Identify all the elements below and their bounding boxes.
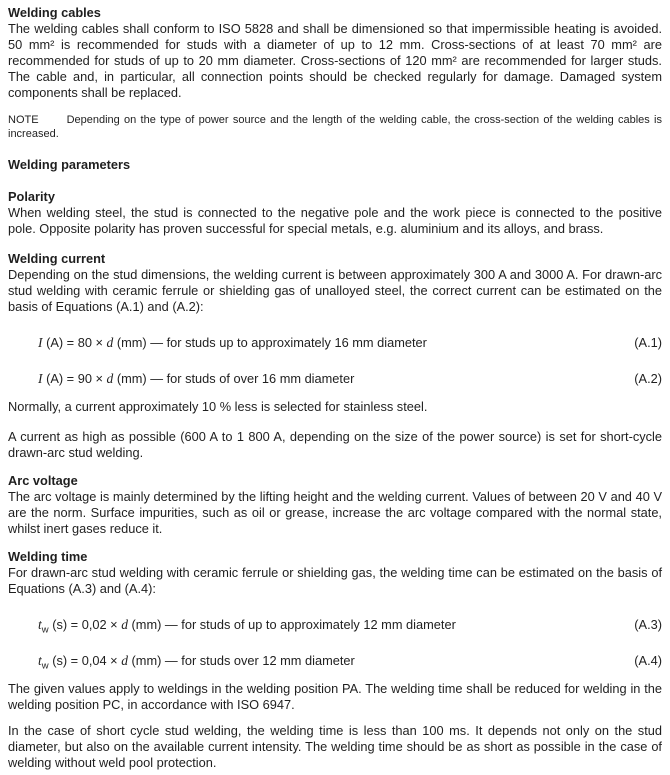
math-subscript-weld: w (41, 624, 49, 636)
paragraph-polarity: When welding steel, the stud is connected to the negative pole and the work piece is connected to the positive pole. Opposite polarity has proven successful for special metals, e.g. aluminium and its alloys, and brass. (8, 205, 662, 236)
paragraph-welding-current-intro: Depending on the stud dimensions, the welding current is between approximately 300 A and 3000 A. For drawn-arc stud welding with ceramic ferrule or shielding gas of unalloyed steel, the correct current can be estimated on the basis of Equations (A.1) and (A.2): (8, 267, 662, 314)
paragraph-welding-time-intro: For drawn-arc stud welding with ceramic ferrule or shielding gas, the welding time can be estimated on the basis of Equations (A.3) and (A.4): (8, 565, 662, 596)
equation-description: (mm) — for studs up to approximately 16 mm diameter (116, 335, 427, 350)
equation-a3 (8, 617, 662, 636)
math-variable-diameter: d (106, 371, 114, 386)
section-welding-current (8, 251, 662, 315)
section-welding-cables (8, 5, 662, 101)
heading-polarity: Polarity (8, 189, 55, 204)
paragraph-short-cycle-time: In the case of short cycle stud welding, the welding time is less than 100 ms. It depends not only on the stud diameter, but also on the available current intensity. The welding time should be as short as possible in the case of welding without weld pool protection. (8, 723, 662, 770)
section-polarity (8, 189, 662, 237)
heading-welding-cables: Welding cables (8, 5, 101, 20)
equation-description: (mm) — for studs over 12 mm diameter (131, 653, 355, 668)
equation-a4 (8, 653, 662, 672)
note (8, 113, 662, 141)
equation-number-a1: (A.1) (634, 335, 662, 350)
equation-number-a2: (A.2) (634, 371, 662, 386)
math-variable-diameter: d (121, 617, 128, 632)
equation-a1 (8, 335, 662, 351)
equation-body-a3 (38, 617, 622, 636)
math-variable-time: t (38, 617, 42, 632)
section-welding-time (8, 549, 662, 597)
equation-expression: (s) = 0,04 × (52, 653, 118, 668)
math-variable-time: t (38, 653, 42, 668)
equation-expression: (s) = 0,02 × (52, 617, 118, 632)
section-arc-voltage (8, 473, 662, 537)
math-subscript-weld: w (41, 660, 49, 672)
heading-welding-parameters: Welding parameters (8, 157, 131, 172)
heading-arc-voltage: Arc voltage (8, 473, 78, 488)
heading-welding-time: Welding time (8, 549, 88, 564)
heading-welding-current: Welding current (8, 251, 106, 266)
equation-number-a3: (A.3) (634, 617, 662, 632)
equation-expression: (A) = 80 × (46, 335, 103, 350)
math-variable-current: I (38, 371, 43, 386)
math-variable-current: I (38, 335, 43, 350)
paragraph-arc-voltage: The arc voltage is mainly determined by the lifting height and the welding current. Values of between 20 V and 40 V are the norm. Surface impurities, such as oil or grease, increase the arc voltage compared with the normal state, whilst inert gases reduce it. (8, 489, 662, 536)
equation-body-a1 (38, 335, 622, 351)
equation-description: (mm) — for studs of up to approximately 12 mm diameter (131, 617, 456, 632)
math-variable-diameter: d (106, 335, 114, 350)
math-variable-diameter: d (121, 653, 128, 668)
note-label: NOTE (8, 114, 39, 126)
equation-body-a2 (38, 371, 622, 387)
equation-expression: (A) = 90 × (46, 371, 103, 386)
note-text: Depending on the type of power source and the length of the welding cable, the cross-section of the welding cables is increased. (8, 114, 662, 140)
paragraph-stainless-steel: Normally, a current approximately 10 % less is selected for stainless steel. (8, 399, 428, 414)
equation-description: (mm) — for studs of over 16 mm diameter (116, 371, 355, 386)
equation-a2 (8, 371, 662, 387)
paragraph-short-cycle-current: A current as high as possible (600 A to 1 800 A, depending on the size of the power source) is set for short-cycle drawn-arc stud welding. (8, 429, 662, 460)
paragraph-welding-cables: The welding cables shall conform to ISO 5828 and shall be dimensioned so that impermissible heating is avoided. 50 mm² is recommended for studs with a diameter of up to 12 mm. Cross-sections of at least 70 mm² are recommended for studs of up to 20 mm diameter. Cross-sections of 120 mm² are recommended for larger studs. The cable and, in particular, all connection points should be checked regularly for damage. Damaged system components shall be replaced. (8, 21, 662, 100)
equation-number-a4: (A.4) (634, 653, 662, 668)
paragraph-welding-position: The given values apply to weldings in the welding position PA. The welding time shall be reduced for welding in the welding position PC, in accordance with ISO 6947. (8, 681, 662, 712)
equation-body-a4 (38, 653, 622, 672)
